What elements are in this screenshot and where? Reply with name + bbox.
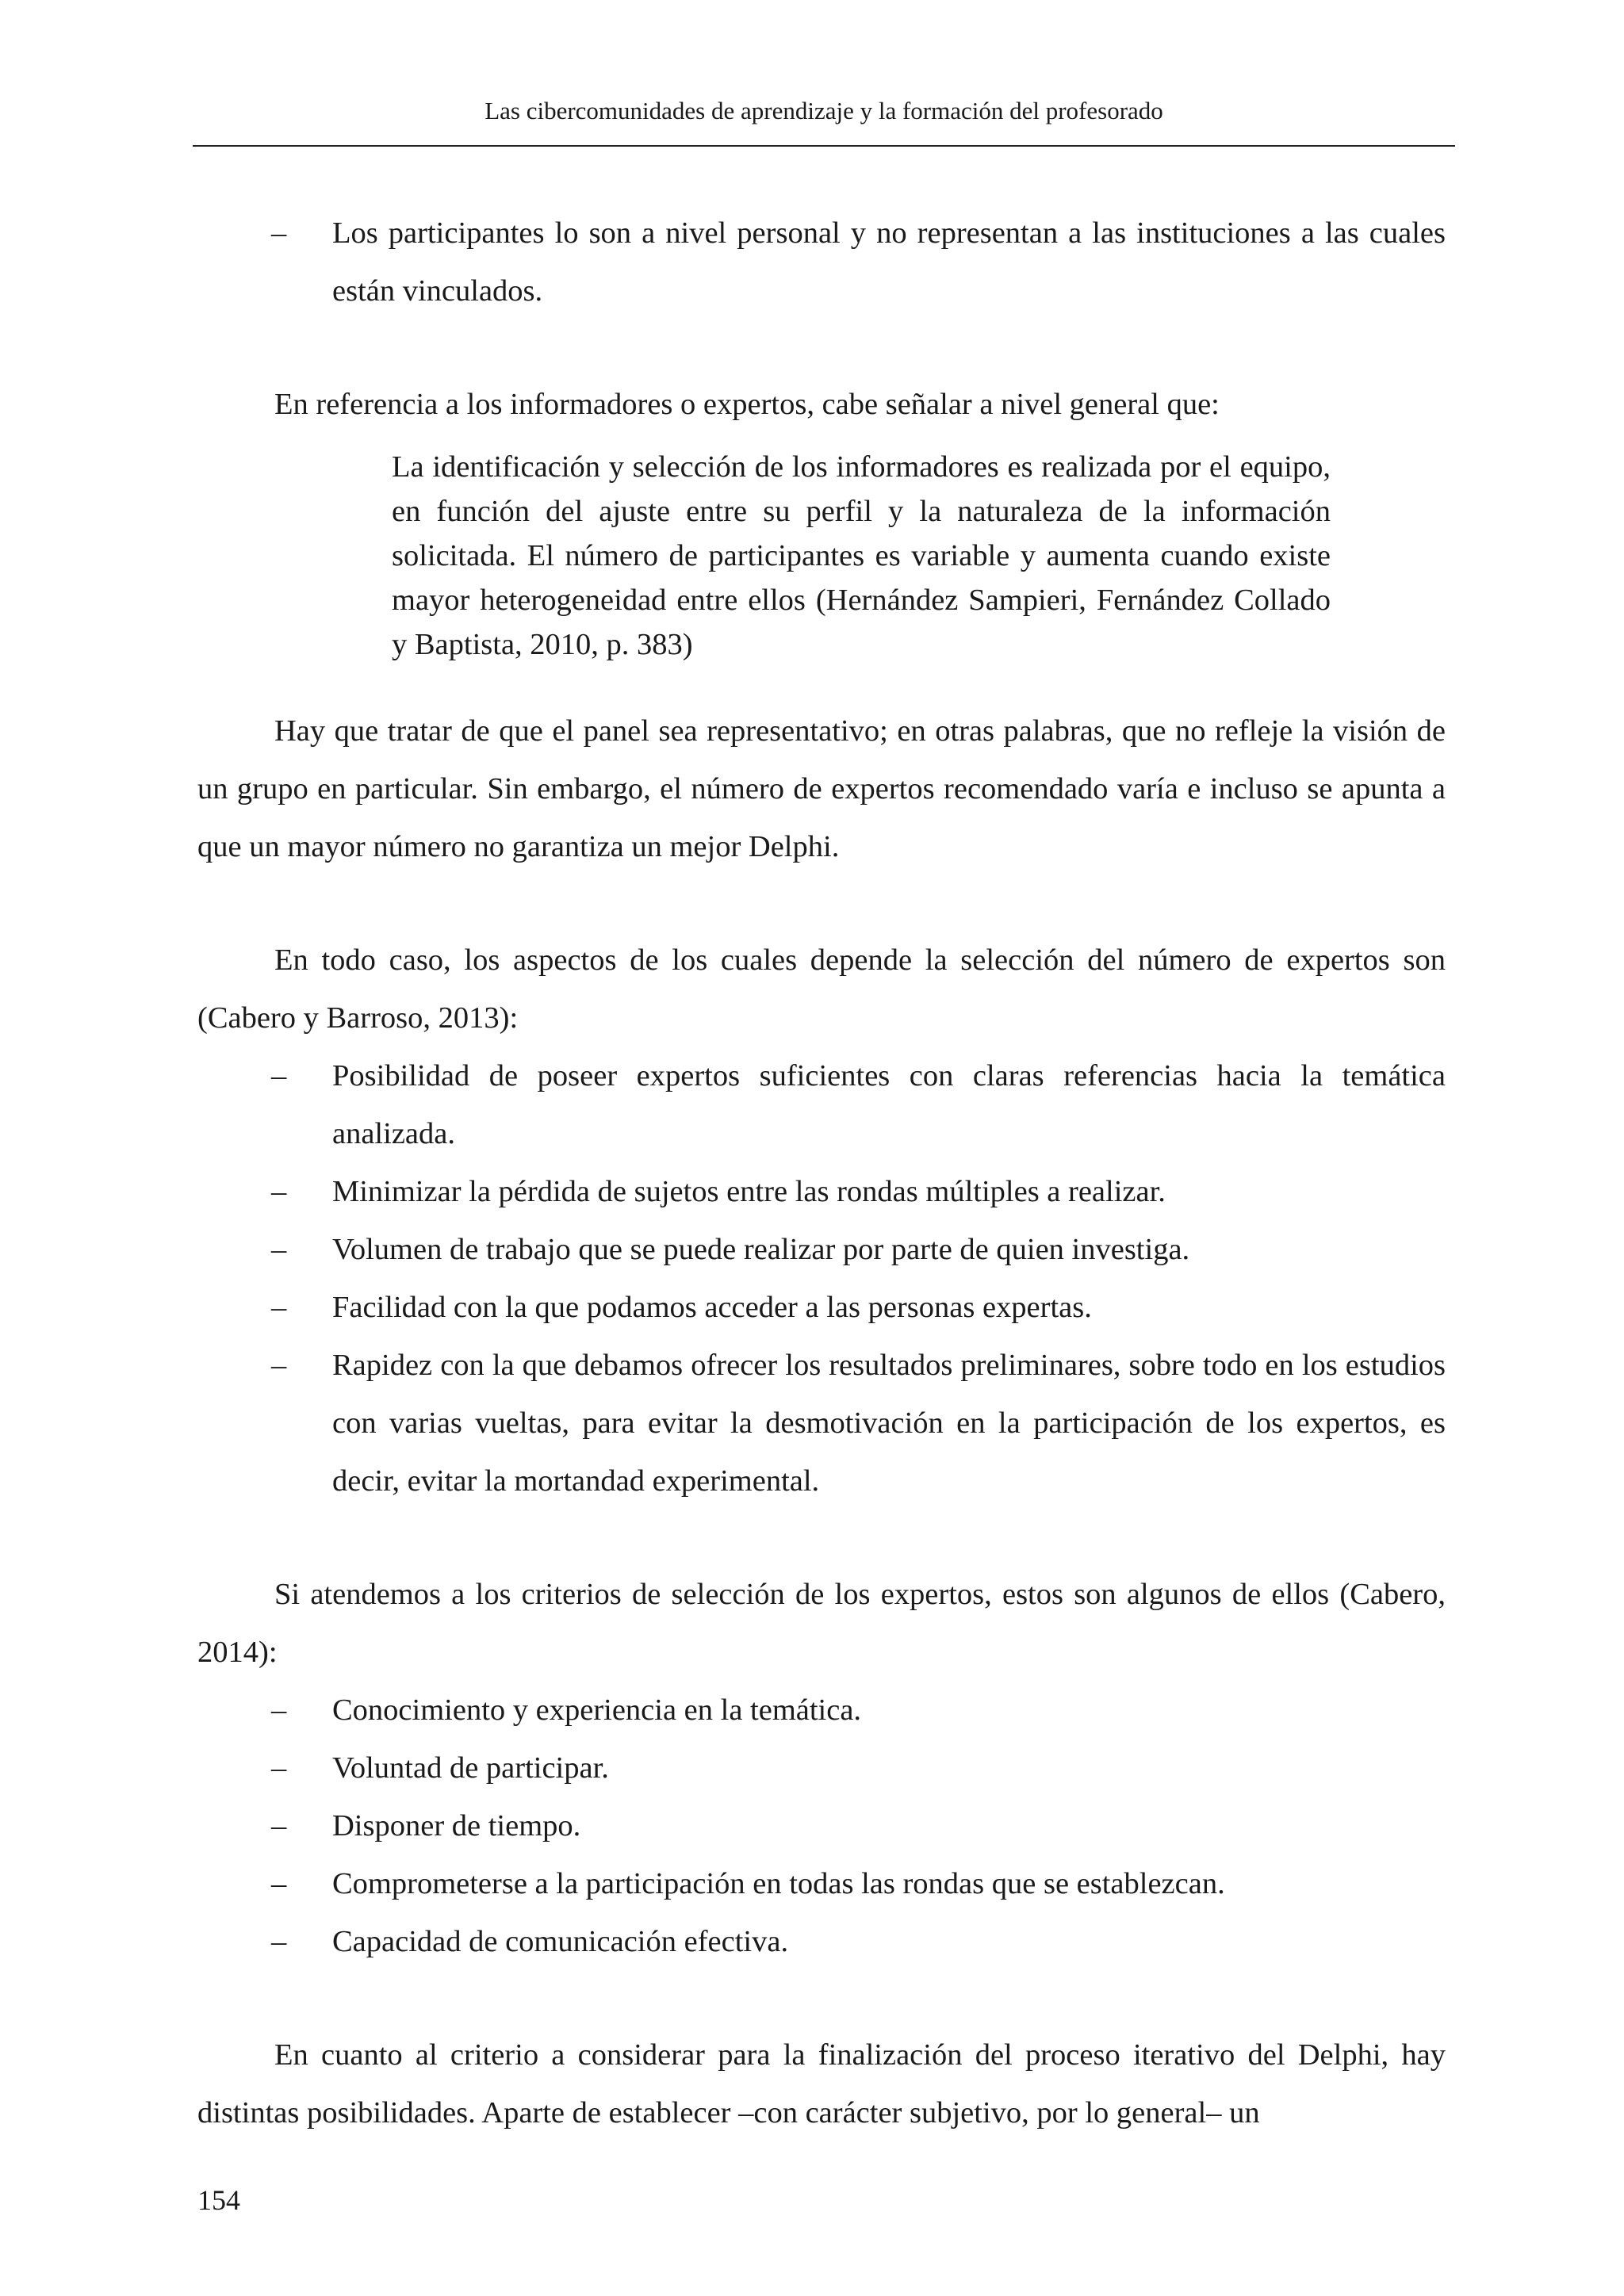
list-item-text: Capacidad de comunicación efectiva. [332,1925,789,1958]
list-item-text: Disponer de tiempo. [332,1809,581,1843]
list-item [197,1913,1446,1971]
top-list [197,205,1446,320]
dash-bullet: – [271,1059,287,1093]
dash-bullet: – [271,1809,287,1843]
list-item-text: Facilidad con la que podamos acceder a las personas expertas. [332,1291,1092,1324]
dash-bullet: – [271,216,287,250]
list-item-text: Voluntad de participar. [332,1751,609,1785]
list-item [197,1163,1446,1221]
paragraph: Si atendemos a los criterios de selección de los expertos, estos son algunos de ellos (Cabero, 2014): [197,1578,1446,1669]
list-item [197,1797,1446,1855]
list-item [197,1739,1446,1797]
aspects-list [197,1047,1446,1510]
list-item [197,1682,1446,1739]
dash-bullet: – [271,1349,287,1382]
list-item [197,1279,1446,1337]
list-item-text: Rapidez con la que debamos ofrecer los resultados preliminares, sobre todo en los estudios con varias vueltas, para evitar la desmotivación en la participación de los expertos, es decir, evitar la mortandad experimental. [332,1349,1446,1498]
list-item [197,205,1446,320]
paragraph: En todo caso, los aspectos de los cuales depende la selección del número de expertos son (Cabero y Barroso, 2013): [197,943,1446,1035]
list-item-text: Posibilidad de poseer expertos suficientes con claras referencias hacia la temática analizada. [332,1059,1446,1150]
list-item [197,1047,1446,1163]
list-item [197,1221,1446,1279]
block-quote: La identificación y selección de los informadores es realizada por el equipo, en función del ajuste entre su perfil y la naturaleza de la información solicitada. El número de participantes es variable y aumenta cuando existe mayor heterogeneidad entre ellos (Hernández Sampieri, Fernández Collado y Baptista, 2010, p. 383) [392,450,1331,661]
list-item-text: Los participantes lo son a nivel personal y no representan a las instituciones a las cuales están vinculados. [332,216,1446,308]
dash-bullet: – [271,1175,287,1208]
running-header: Las cibercomunidades de aprendizaje y la formación del profesorado [485,97,1163,124]
paragraph: Hay que tratar de que el panel sea representativo; en otras palabras, que no refleje la visión de un grupo en particular. Sin embargo, el número de expertos recomendado varía e incluso se apunta a que un mayor número no garantiza un mejor Delphi. [197,714,1446,863]
list-item [197,1855,1446,1913]
criteria-list [197,1682,1446,1971]
paragraph: En referencia a los informadores o expertos, cabe señalar a nivel general que: [274,388,1220,421]
list-item [197,1337,1446,1510]
dash-bullet: – [271,1925,287,1958]
list-item-text: Comprometerse a la participación en todas las rondas que se establezcan. [332,1867,1225,1900]
list-item-text: Volumen de trabajo que se puede realizar por parte de quien investiga. [332,1233,1190,1266]
paragraph: En cuanto al criterio a considerar para la finalización del proceso iterativo del Delphi, hay distintas posibilidades. Aparte de establecer –con carácter subjetivo, por lo general– un [197,2038,1446,2130]
dash-bullet: – [271,1233,287,1266]
page-number: 154 [197,2184,240,2216]
dash-bullet: – [271,1867,287,1900]
list-item-text: Minimizar la pérdida de sujetos entre las rondas múltiples a realizar. [332,1175,1166,1208]
page-body [197,205,1446,2142]
dash-bullet: – [271,1693,287,1727]
dash-bullet: – [271,1751,287,1785]
dash-bullet: – [271,1291,287,1324]
header-rule [193,145,1455,147]
list-item-text: Conocimiento y experiencia en la temática. [332,1693,862,1727]
